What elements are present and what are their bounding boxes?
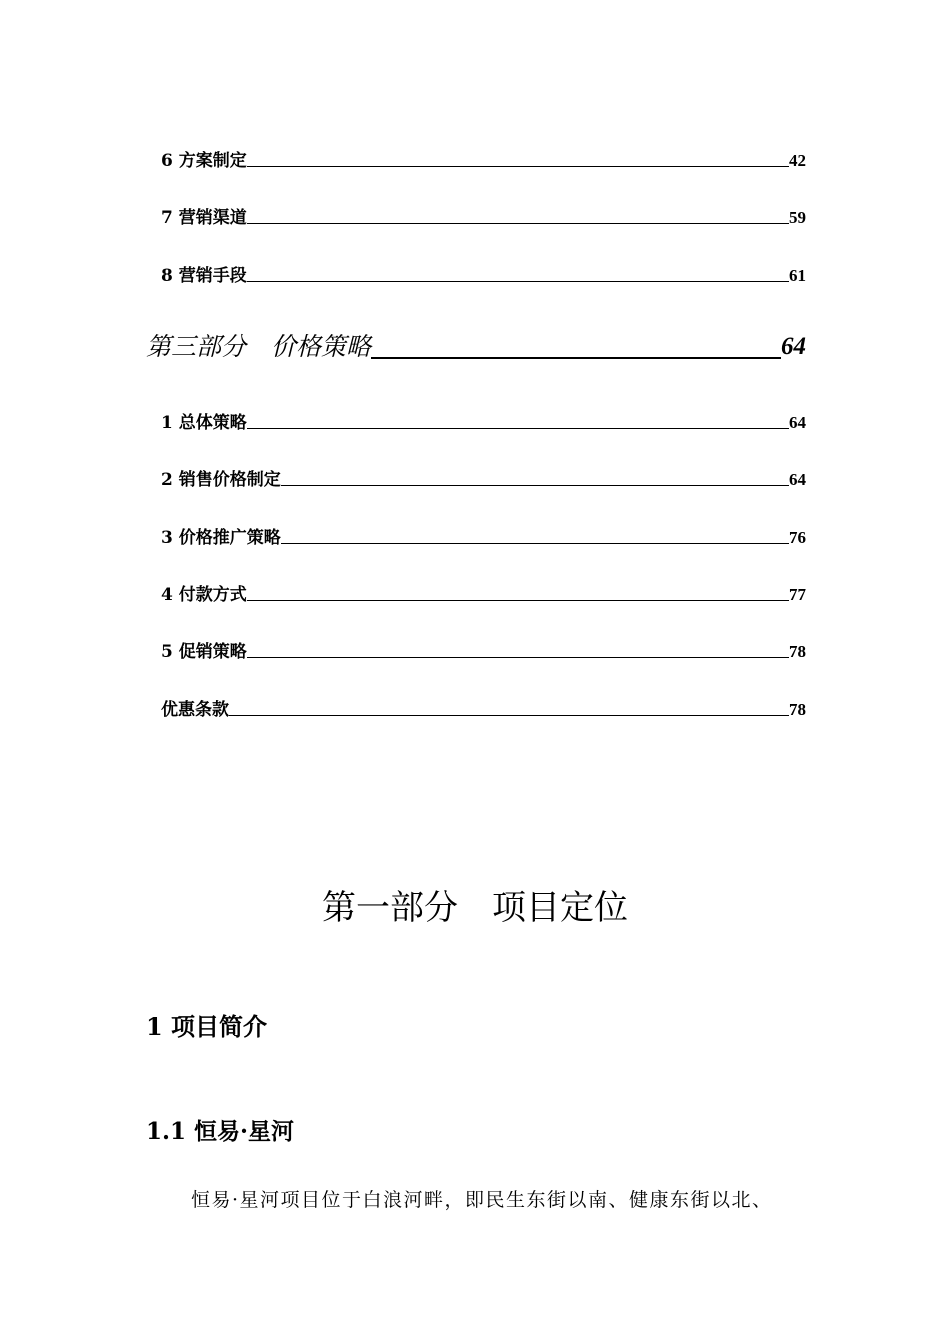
toc-entry-label: 2 销售价格制定 [161, 470, 281, 490]
toc-leader-line [371, 356, 781, 359]
toc-leader-line [247, 656, 789, 658]
toc-entry[interactable] [161, 526, 806, 548]
toc-leader-line [247, 280, 789, 282]
toc-page-number: 64 [789, 413, 806, 432]
toc-entry[interactable] [161, 411, 806, 433]
toc-entry-label: 7 营销渠道 [161, 208, 247, 228]
toc-entry[interactable] [161, 149, 806, 171]
toc-page-number: 78 [789, 642, 806, 661]
toc-entry-label: 1 总体策略 [161, 413, 247, 433]
toc-entry[interactable] [161, 583, 806, 605]
toc-page-number: 59 [789, 208, 806, 227]
toc-entry-label: 5 促销策略 [161, 642, 247, 662]
section-heading: 1 项目简介 [146, 1012, 268, 1041]
toc-entry-label: 优惠条款 [161, 700, 229, 720]
toc-leader-line [281, 542, 789, 544]
toc-entry-label: 4 付款方式 [161, 585, 247, 605]
toc-part-label: 第三部分 价格策略 [146, 332, 372, 361]
toc-part-entry[interactable] [146, 330, 806, 362]
toc-entry[interactable] [161, 640, 806, 662]
toc-page-number: 64 [789, 470, 806, 489]
toc-leader-line [247, 599, 789, 601]
toc-leader-line [229, 714, 789, 716]
toc-page-number: 61 [789, 266, 806, 285]
body-paragraph: 恒易·星河项目位于白浪河畔，即民生东街以南、健康东街以北、 [191, 1189, 773, 1211]
toc-entry[interactable] [161, 468, 806, 490]
toc-leader-line [247, 427, 789, 429]
toc-entry-label: 6 方案制定 [161, 151, 247, 171]
toc-leader-line [281, 484, 789, 486]
subsection-heading: 1.1 恒易·星河 [146, 1118, 295, 1145]
toc-entry[interactable] [161, 264, 806, 286]
toc-entry[interactable] [161, 206, 806, 228]
toc-page-number: 76 [789, 528, 806, 547]
toc-leader-line [247, 222, 789, 224]
toc-entry-label: 3 价格推广策略 [161, 528, 281, 548]
toc-leader-line [247, 165, 789, 167]
toc-entry-label: 8 营销手段 [161, 266, 247, 286]
toc-page-number: 78 [789, 700, 806, 719]
part-title: 第一部分 项目定位 [322, 888, 628, 928]
toc-page-number: 77 [789, 585, 806, 604]
toc-entry[interactable] [161, 698, 806, 720]
toc-page-number: 42 [789, 151, 806, 170]
toc-page-number: 64 [781, 333, 806, 360]
